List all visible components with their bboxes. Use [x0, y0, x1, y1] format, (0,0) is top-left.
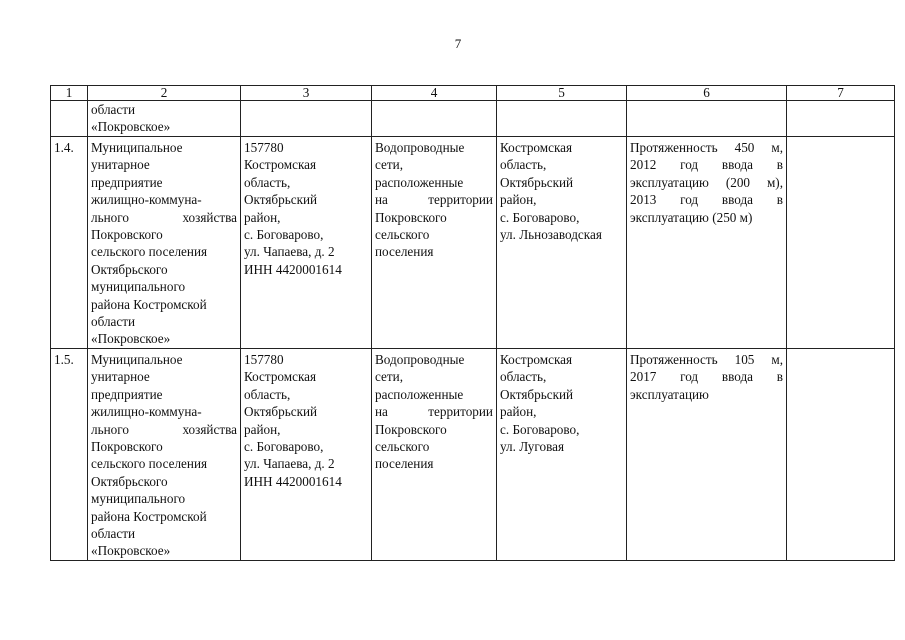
text-line: сельского	[375, 438, 430, 454]
text-line: унитарное	[91, 157, 150, 173]
column-number-5: 5	[497, 86, 627, 101]
characteristics-cell	[627, 137, 787, 349]
text-line: 2017 год ввода в	[630, 369, 783, 385]
text-line: «Покровское»	[91, 543, 171, 559]
text-line: района Костромской	[91, 508, 207, 524]
text-line: расположенные	[375, 174, 464, 190]
address-cell	[241, 137, 372, 349]
text-line: 157780	[244, 140, 284, 155]
continuation-num-cell	[51, 101, 88, 137]
text-line: район,	[500, 404, 537, 420]
text-line: жилищно-коммуна-	[91, 192, 202, 208]
text-line: сети,	[375, 369, 403, 385]
organization-cell	[88, 348, 241, 560]
text-line: Октябрьский	[244, 192, 318, 208]
text-line: область,	[244, 174, 291, 190]
characteristics-cell	[627, 348, 787, 560]
text-line: сельского поселения	[91, 456, 208, 472]
text-line: Покровского	[375, 209, 447, 225]
continuation-characteristics-cell	[627, 101, 787, 137]
organization-cell	[88, 137, 241, 349]
text-line: Покровского	[91, 227, 163, 243]
text-line: Октябрьского	[91, 473, 168, 489]
column-number-row	[51, 86, 895, 101]
text-line: область,	[244, 386, 291, 402]
text-line: Покровского	[375, 421, 447, 437]
continuation-object-cell	[372, 101, 497, 137]
text-line: расположенные	[375, 386, 464, 402]
text-line: ул. Чапаева, д. 2	[244, 244, 335, 260]
text-line: ИНН 4420001614	[244, 473, 342, 489]
text-line: Покровского	[91, 438, 163, 454]
column-number-7: 7	[787, 86, 895, 101]
text-line: Костромская	[500, 351, 573, 367]
text-line: Октябрьский	[500, 386, 574, 402]
text-line: на территории	[375, 192, 493, 208]
text-line: Протяженность 105 м,	[630, 351, 783, 367]
address-cell	[241, 348, 372, 560]
text-line: Водопроводные	[375, 351, 465, 367]
text-line: район,	[244, 421, 281, 437]
text-line: Протяженность 450 м,	[630, 140, 783, 155]
record-number: 1.4.	[51, 137, 88, 349]
text-line: эксплуатацию	[630, 386, 709, 402]
text-line: льного хозяйства	[91, 421, 237, 437]
text-line: ИНН 4420001614	[244, 261, 342, 277]
text-line: сети,	[375, 157, 403, 173]
text-line: области	[91, 314, 136, 330]
text-line: с. Боговарово,	[244, 438, 324, 454]
text-line: 2013 год ввода в	[630, 192, 783, 208]
text-line: с. Боговарово,	[244, 227, 324, 243]
text-line: ул. Луговая	[500, 438, 565, 454]
registry-table	[50, 85, 895, 561]
table-row	[51, 137, 895, 349]
column-number-3: 3	[241, 86, 372, 101]
text-line: льного хозяйства	[91, 209, 237, 225]
text-line: Водопроводные	[375, 140, 465, 155]
text-line: район,	[500, 192, 537, 208]
text-line: район,	[244, 209, 281, 225]
text-line: предприятие	[91, 386, 163, 402]
text-line: Октябрьский	[500, 174, 574, 190]
record-number: 1.5.	[51, 348, 88, 560]
text-line: сельского	[375, 227, 430, 243]
column-number-6: 6	[627, 86, 787, 101]
continuation-col7-cell	[787, 101, 895, 137]
text-line: области	[91, 525, 136, 541]
text-line: Костромская	[500, 140, 573, 155]
text-line: муниципального	[91, 279, 186, 295]
column-number-2: 2	[88, 86, 241, 101]
text-line: жилищно-коммуна-	[91, 404, 202, 420]
text-line: Костромская	[244, 157, 317, 173]
continuation-address-cell	[241, 101, 372, 137]
text-line: Муниципальное	[91, 351, 183, 367]
col7-cell	[787, 348, 895, 560]
text-line: 2012 год ввода в	[630, 157, 783, 173]
text-line: сельского поселения	[91, 244, 208, 260]
text-line: с. Боговарово,	[500, 421, 580, 437]
page-number: 7	[454, 36, 462, 51]
text-line: «Покровское»	[91, 119, 171, 135]
text-line: эксплуатацию (250 м)	[630, 209, 753, 225]
text-line: муниципального	[91, 491, 186, 507]
location-cell	[497, 137, 627, 349]
text-line: Муниципальное	[91, 140, 183, 155]
col7-cell	[787, 137, 895, 349]
text-line: область,	[500, 157, 547, 173]
column-number-1: 1	[51, 86, 88, 101]
text-line: предприятие	[91, 174, 163, 190]
text-line: 157780	[244, 351, 284, 367]
text-line: область,	[500, 369, 547, 385]
text-line: района Костромской	[91, 296, 207, 312]
column-number-4: 4	[372, 86, 497, 101]
object-cell	[372, 137, 497, 349]
text-line: Октябрьский	[244, 404, 318, 420]
table-row	[51, 348, 895, 560]
continuation-org-cell	[88, 101, 241, 137]
text-line: области	[91, 102, 136, 117]
object-cell	[372, 348, 497, 560]
continuation-row	[51, 101, 895, 137]
text-line: ул. Чапаева, д. 2	[244, 456, 335, 472]
text-line: поселения	[375, 244, 434, 260]
text-line: Октябрьского	[91, 261, 168, 277]
text-line: на территории	[375, 404, 493, 420]
text-line: Костромская	[244, 369, 317, 385]
continuation-location-cell	[497, 101, 627, 137]
text-line: с. Боговарово,	[500, 209, 580, 225]
text-line: эксплуатацию (200 м),	[630, 174, 783, 190]
text-line: унитарное	[91, 369, 150, 385]
text-line: поселения	[375, 456, 434, 472]
text-line: ул. Льнозаводская	[500, 227, 602, 243]
text-line: «Покровское»	[91, 331, 171, 347]
location-cell	[497, 348, 627, 560]
